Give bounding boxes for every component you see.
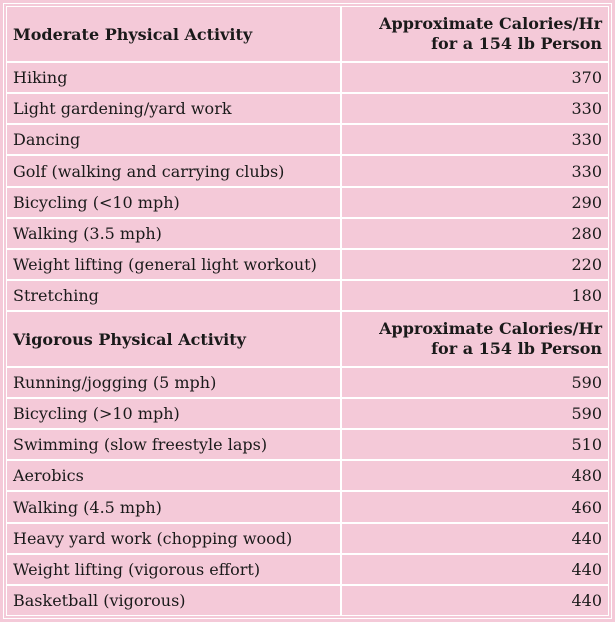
calories-value: 440 [341, 554, 609, 585]
header-calories-line2: for a 154 lb Person [431, 34, 602, 54]
calories-value: 510 [341, 429, 609, 460]
activity-name: Walking (3.5 mph) [6, 218, 341, 249]
calories-value: 590 [341, 398, 609, 429]
table-row [6, 398, 609, 429]
header-calories-line1: Approximate Calories/Hr [379, 14, 602, 34]
calories-value: 280 [341, 218, 609, 249]
table-row [6, 280, 609, 311]
calories-value: 220 [341, 249, 609, 280]
table-row [6, 155, 609, 186]
activity-name: Bicycling (>10 mph) [6, 398, 341, 429]
calories-value: 290 [341, 187, 609, 218]
calories-value: 590 [341, 367, 609, 398]
calories-value: 180 [341, 280, 609, 311]
header-activity: Moderate Physical Activity [6, 6, 341, 62]
table-row [6, 218, 609, 249]
calories-value: 330 [341, 124, 609, 155]
activity-name: Swimming (slow freestyle laps) [6, 429, 341, 460]
table-row [6, 187, 609, 218]
activity-name: Aerobics [6, 460, 341, 491]
activity-name: Walking (4.5 mph) [6, 491, 341, 522]
table-row [6, 62, 609, 93]
activity-name: Running/jogging (5 mph) [6, 367, 341, 398]
table-row [6, 491, 609, 522]
activity-name: Weight lifting (general light workout) [6, 249, 341, 280]
calories-value: 440 [341, 585, 609, 616]
table-row [6, 367, 609, 398]
table-row [6, 93, 609, 124]
calories-value: 370 [341, 62, 609, 93]
calories-value: 480 [341, 460, 609, 491]
activity-name: Stretching [6, 280, 341, 311]
activity-name: Weight lifting (vigorous effort) [6, 554, 341, 585]
table-row [6, 249, 609, 280]
table-row [6, 554, 609, 585]
activity-name: Basketball (vigorous) [6, 585, 341, 616]
table-row [6, 124, 609, 155]
table-row [6, 585, 609, 616]
header-calories-line1: Approximate Calories/Hr [379, 319, 602, 338]
section-header-vigorous [6, 311, 609, 367]
table-row [6, 429, 609, 460]
header-calories [341, 311, 609, 367]
table-row [6, 460, 609, 491]
activity-name: Dancing [6, 124, 341, 155]
calorie-table [6, 6, 609, 616]
calories-value: 440 [341, 523, 609, 554]
activity-name: Light gardening/yard work [6, 93, 341, 124]
activity-name: Heavy yard work (chopping wood) [6, 523, 341, 554]
header-activity: Vigorous Physical Activity [6, 311, 341, 367]
activity-name: Golf (walking and carrying clubs) [6, 155, 341, 186]
calories-value: 460 [341, 491, 609, 522]
table-row [6, 523, 609, 554]
activity-name: Bicycling (<10 mph) [6, 187, 341, 218]
header-calories-line2: for a 154 lb Person [431, 339, 602, 358]
calories-value: 330 [341, 155, 609, 186]
section-header-moderate [6, 6, 609, 62]
calories-value: 330 [341, 93, 609, 124]
header-calories [341, 6, 609, 62]
activity-name: Hiking [6, 62, 341, 93]
